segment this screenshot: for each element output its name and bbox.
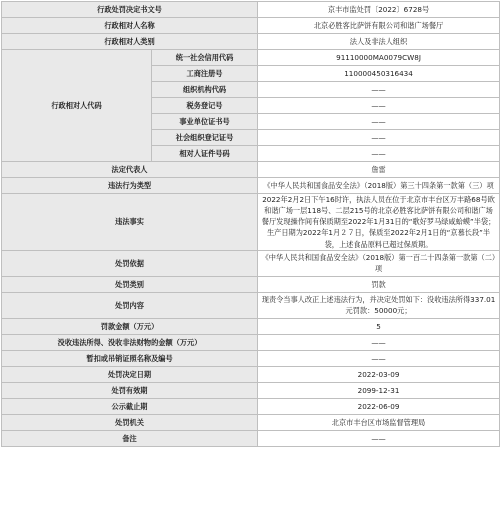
row-facts — [2, 194, 500, 251]
basis-value: 《中华人民共和国食品安全法》（2018版）第一百二十四条第一款第（二）项 — [258, 250, 500, 276]
tax-no-label: 税务登记号 — [152, 98, 258, 114]
row-legal-rep — [2, 162, 500, 178]
confiscated-label: 没收违法所得、没收非法财物的金额（万元） — [2, 334, 258, 350]
fine-value: 5 — [258, 318, 500, 334]
row-license-revoke — [2, 350, 500, 366]
org-code-value: —— — [258, 82, 500, 98]
row-content — [2, 292, 500, 318]
tax-no-value: —— — [258, 98, 500, 114]
facts-label: 违法事实 — [2, 194, 258, 251]
authority-value: 北京市丰台区市场监督管理局 — [258, 414, 500, 430]
public-until-value: 2022-06-09 — [258, 398, 500, 414]
license-revoke-value: —— — [258, 350, 500, 366]
category-value: 罚款 — [258, 276, 500, 292]
person-id-value: —— — [258, 146, 500, 162]
reg-no-value: 110000450316434 — [258, 66, 500, 82]
social-org-value: —— — [258, 130, 500, 146]
person-id-label: 相对人证件号码 — [152, 146, 258, 162]
license-revoke-label: 暂扣或吊销证照名称及编号 — [2, 350, 258, 366]
remarks-label: 备注 — [2, 430, 258, 446]
legal-rep-value: 詹雷 — [258, 162, 500, 178]
row-valid-until — [2, 382, 500, 398]
facts-value: 2022年2月2日下午16时许，执法人员在位于北京市丰台区万丰路68号欧和谐广场一层118号、二层215号的北京必胜客比萨饼有限公司和谐广场餐厅发现操作间有保质期至2022年1月31日的“歌好罗马绿咸蛤蟆”半袋；生产日期为2022年1月２７日，保质至2022年2月1日的“京慕长段”半袋，上述食品原料已超过保质期。 — [258, 194, 500, 251]
party-type-label: 行政相对人类别 — [2, 34, 258, 50]
row-basis — [2, 250, 500, 276]
row-confiscated — [2, 334, 500, 350]
content-label: 处罚内容 — [2, 292, 258, 318]
fine-label: 罚款金额（万元） — [2, 318, 258, 334]
basis-label: 处罚依据 — [2, 250, 258, 276]
legal-rep-label: 法定代表人 — [2, 162, 258, 178]
party-type-value: 法人及非法人组织 — [258, 34, 500, 50]
row-party-type — [2, 34, 500, 50]
confiscated-value: —— — [258, 334, 500, 350]
row-party-name — [2, 18, 500, 34]
decision-date-value: 2022-03-09 — [258, 366, 500, 382]
party-name-value: 北京必胜客比萨饼有限公司和谐广场餐厅 — [258, 18, 500, 34]
row-category — [2, 276, 500, 292]
violation-type-label: 违法行为类型 — [2, 178, 258, 194]
row-remarks — [2, 430, 500, 446]
row-authority — [2, 414, 500, 430]
authority-label: 处罚机关 — [2, 414, 258, 430]
row-decision-date — [2, 366, 500, 382]
public-until-label: 公示截止期 — [2, 398, 258, 414]
social-org-label: 社会组织登记证号 — [152, 130, 258, 146]
reg-no-label: 工商注册号 — [152, 66, 258, 82]
row-public-until — [2, 398, 500, 414]
penalty-info-table — [1, 1, 500, 447]
org-code-label: 组织机构代码 — [152, 82, 258, 98]
credit-code-value: 91110000MA0079CW8J — [258, 50, 500, 66]
valid-until-label: 处罚有效期 — [2, 382, 258, 398]
category-label: 处罚类别 — [2, 276, 258, 292]
inst-cert-value: —— — [258, 114, 500, 130]
decision-no-label: 行政处罚决定书文号 — [2, 2, 258, 18]
row-decision-no — [2, 2, 500, 18]
credit-code-label: 统一社会信用代码 — [152, 50, 258, 66]
inst-cert-label: 事业单位证书号 — [152, 114, 258, 130]
violation-type-value: 《中华人民共和国食品安全法》（2018版）第三十四条第一款第（三）项 — [258, 178, 500, 194]
content-value: 现责令当事人改正上述违法行为，并决定处罚如下：没收违法所得337.01元罚款：50000元； — [258, 292, 500, 318]
row-credit-code — [2, 50, 500, 66]
party-name-label: 行政相对人名称 — [2, 18, 258, 34]
decision-no-value: 京丰市监处罚〔2022〕6728号 — [258, 2, 500, 18]
valid-until-value: 2099-12-31 — [258, 382, 500, 398]
row-fine — [2, 318, 500, 334]
remarks-value: —— — [258, 430, 500, 446]
party-code-group-label: 行政相对人代码 — [2, 50, 152, 162]
decision-date-label: 处罚决定日期 — [2, 366, 258, 382]
row-violation-type — [2, 178, 500, 194]
